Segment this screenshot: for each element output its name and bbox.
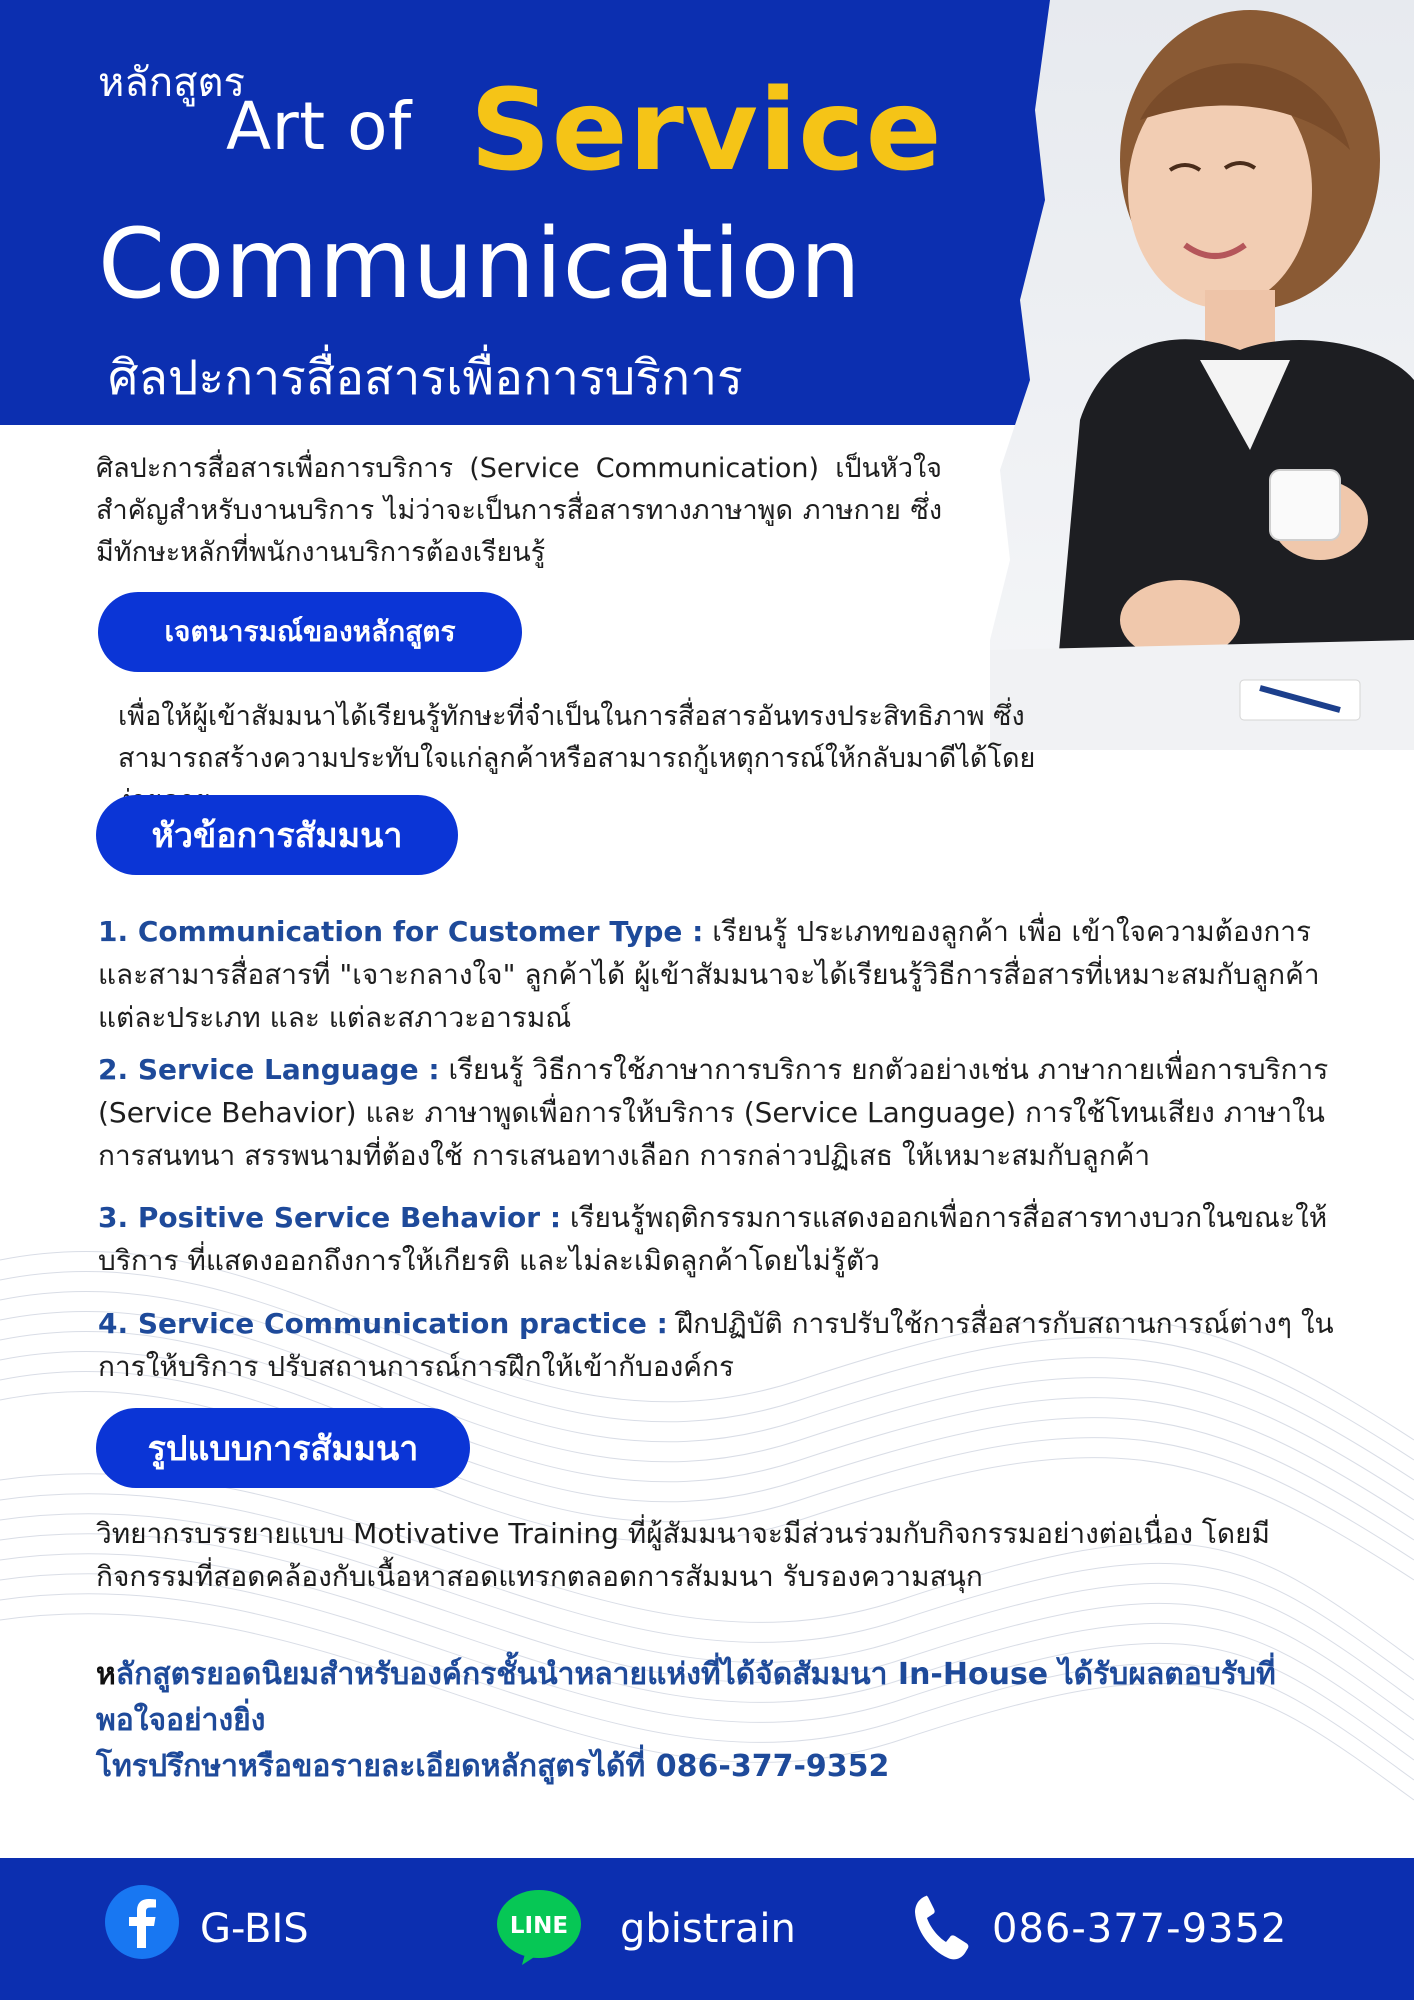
objective-heading: เจตนารมณ์ของหลักสูตร — [98, 592, 522, 672]
format-heading: รูปแบบการสัมมนา — [96, 1408, 470, 1488]
topic-text: เรียนรู้ วิธีการใช้ภาษาการบริการ ยกตัวอย่างเช่น ภาษากายเพื่อการบริการ (Service Behavior) และ ภาษาพูดเพื่อการให้บริการ (Service Language) การใช้โทนเสียง ภาษาในการสนทนา สรรพนามที่ต้องใช้ การเสนอทางเลือก การกล่าวปฏิเสธ ให้เหมาะสมกับลูกค้า — [98, 1053, 1329, 1172]
course-kicker: หลักสูตร — [98, 60, 245, 106]
cta-text-1: ลักสูตรยอดนิยมสำหรับองค์กรชั้นนำหลายแห่งที่ได้จัดสัมมนา In-House ได้รับผลตอบรับที่พอใจอย่างยิ่ง — [96, 1657, 1276, 1738]
topic-title: 1. Communication for Customer Type : — [98, 915, 704, 948]
topic-title: 2. Service Language : — [98, 1053, 440, 1086]
phone-icon[interactable] — [912, 1892, 970, 1962]
call-to-action — [96, 1652, 1336, 1790]
topic-text: เรียนรู้ ประเภทของลูกค้า เพื่อ เข้าใจความต้องการ และสามารสื่อสารที่ "เจาะกลางใจ" ลูกค้าได้ ผู้เข้าสัมมนาจะได้เรียนรู้วิธีการสื่อสารที่เหมาะสมกับลูกค้าแต่ละประเภท และ แต่ละสภาวะอารมณ์ — [98, 915, 1320, 1034]
format-paragraph: วิทยากรบรรยายแบบ Motivative Training ที่ผู้สัมมนาจะมีส่วนร่วมกับกิจกรรมอย่างต่อเนื่อง โดยมีกิจกรรมที่สอดคล้องกับเนื้อหาสอดแทรกตลอดการสัมมนา รับรองความสนุก — [96, 1517, 1270, 1593]
hero-photo — [990, 0, 1414, 750]
intro-paragraph: ศิลปะการสื่อสารเพื่อการบริการ (Service Communication) เป็นหัวใจสำคัญสำหรับงานบริการ ไม่ว่าจะเป็นการสื่อสารทางภาษาพูด ภาษกาย ซึ่งมีทักษะหลักที่พนักงานบริการต้องเรียนรู้ — [96, 453, 942, 568]
topic-text: เรียนรู้พฤติกรรมการแสดงออกเพื่อการสื่อสารทางบวกในขณะให้บริการ ที่แสดงออกถึงการให้เกียรติ และไม่ละเมิดลูกค้าโดยไม่รู้ตัว — [98, 1201, 1328, 1277]
topic-text: ฝึกปฏิบัติ การปรับใช้การสื่อสารกับสถานการณ์ต่างๆ ในการให้บริการ ปรับสถานการณ์การฝึกให้เข้ากับองค์กร — [98, 1307, 1334, 1383]
topic-item — [98, 910, 1360, 1039]
line-icon[interactable] — [496, 1888, 582, 1966]
topics-heading: หัวข้อการสัมมนา — [96, 795, 458, 875]
title-communication: Communication — [98, 208, 862, 320]
topic-item — [98, 1302, 1360, 1388]
title-service: Service — [470, 66, 943, 196]
title-art-of: Art of — [226, 88, 412, 165]
topic-item — [98, 1196, 1360, 1282]
cta-line-1 — [96, 1652, 1336, 1744]
facebook-name[interactable]: G-BIS — [200, 1906, 309, 1952]
facebook-icon[interactable] — [104, 1884, 180, 1960]
phone-number[interactable]: 086-377-9352 — [992, 1906, 1288, 1952]
topic-item — [98, 1048, 1360, 1177]
subtitle-thai: ศิลปะการสื่อสารเพื่อการบริการ — [108, 350, 743, 406]
cta-line-2: โทรปรึกษาหรือขอรายละเอียดหลักสูตรได้ที่ 086-377-9352 — [96, 1749, 890, 1784]
line-badge-text: LINE — [509, 1913, 569, 1939]
line-id[interactable]: gbistrain — [620, 1906, 796, 1952]
topic-title: 4. Service Communication practice : — [98, 1307, 668, 1340]
objective-paragraph: เพื่อให้ผู้เข้าสัมมนาได้เรียนรู้ทักษะที่จำเป็นในการสื่อสารอันทรงประสิทธิภาพ ซึ่งสามารถสร้างความประทับใจแก่ลูกค้าหรือสามารถกู้เหตุการณ์ให้กลับมาดีได้โดย — [118, 701, 1036, 774]
topic-title: 3. Positive Service Behavior : — [98, 1201, 562, 1234]
cta-first-letter: ห — [96, 1657, 116, 1692]
